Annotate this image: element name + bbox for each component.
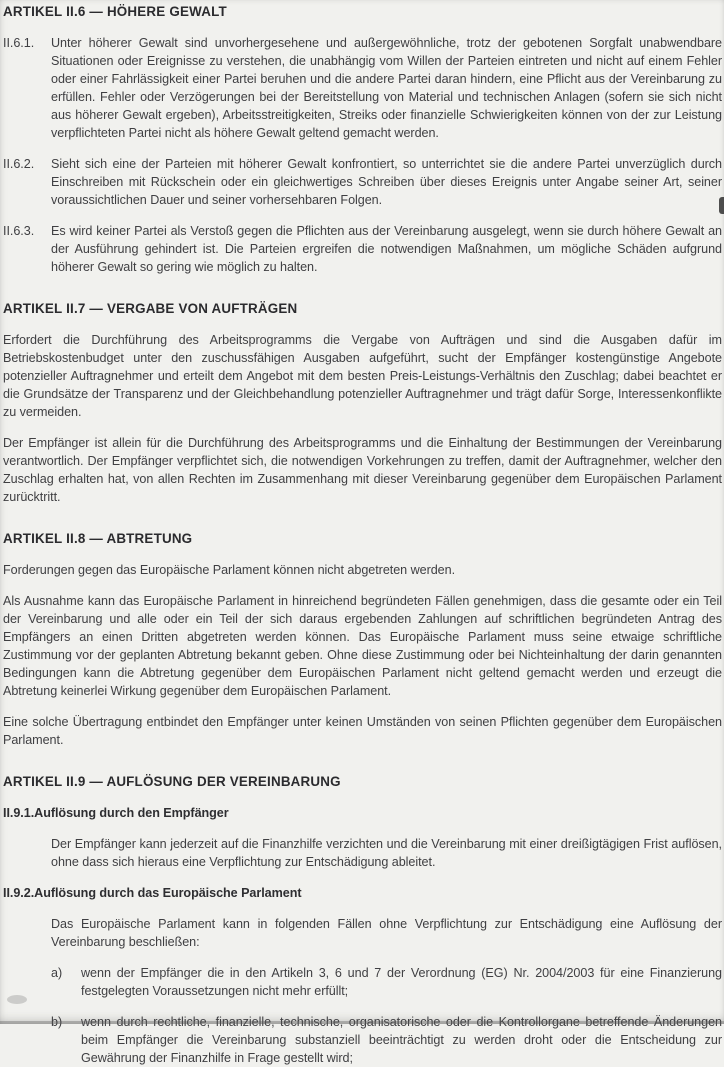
subclause-title: Auflösung durch den Empfänger [34, 806, 229, 820]
paragraph: Forderungen gegen das Europäische Parlament können nicht abgetreten werden. [3, 563, 456, 577]
list-item-text: wenn der Empfänger die in den Artikeln 3, 6 und 7 der Verordnung (EG) Nr. 2004/2003 für eine Finanzierung festgelegten Voraussetzungen nicht mehr erfüllt; [81, 966, 722, 998]
clause-text: Es wird keiner Partei als Verstoß gegen die Pflichten aus der Vereinbarung ausgelegt, wenn sie durch höhere Gewalt an der Ausführung gehindert ist. Die Parteien ergreifen die notwendigen Maßnahmen, um mögliche Schäden aufgrund höherer Gewalt so gering wie möglich zu halten. [51, 224, 722, 274]
subclause-title: Auflösung durch das Europäische Parlament [34, 886, 302, 900]
paragraph: Eine solche Übertragung entbindet den Empfänger unter keinen Umständen von seinen Pflichten gegenüber dem Europäischen Parlament. [3, 715, 722, 747]
clause-ii-6-2 [3, 155, 722, 209]
clause-text: Sieht sich eine der Parteien mit höherer Gewalt konfrontiert, so unterrichtet sie die andere Partei unverzüglich durch Einschreiben mit Rückschein oder ein gleichwertiges Schreiben über dieses Ereignis unter Angabe seiner Art, seiner voraussichtlichen Dauer und seiner vorhersehbaren Folgen. [51, 157, 722, 207]
document-body [3, 3, 722, 1067]
subclause-heading-ii-9-2 [3, 884, 722, 902]
clause-number: II.6.3. [3, 224, 35, 238]
clause-number: II.9.2. [3, 886, 35, 900]
subclause-heading-ii-9-1 [3, 804, 722, 822]
article-heading-ii6: ARTIKEL II.6 — HÖHERE GEWALT [3, 4, 227, 19]
scan-artifact-smudge [7, 995, 27, 1004]
paragraph: Das Europäische Parlament kann in folgenden Fällen ohne Verpflichtung zur Entschädigung eine Auflösung der Vereinbarung beschließen: [51, 917, 722, 949]
clause-text: Unter höherer Gewalt sind unvorhergesehene und außergewöhnliche, trotz der gebotenen Sorgfalt unabwendbare Situationen oder Ereignisse zu verstehen, die unabhängig vom Willen der Parteien eintreten und nicht auf einem Fehler oder einer Fahrlässigkeit einer Partei beruhen und die andere Partei daran hindern, eine Pflicht aus der Vereinbarung zu erfüllen. Fehler oder Verzögerungen bei der Bereitstellung von Material und technischen Anlagen (sofern sie sich nicht aus höherer Gewalt ergeben), Arbeitsstreitigkeiten, Streiks oder finanzielle Schwierigkeiten können von der zur Leistung verpflichteten Partei nicht als höhere Gewalt geltend gemacht werden. [51, 36, 722, 140]
article-heading-ii9: ARTIKEL II.9 — AUFLÖSUNG DER VEREINBARUNG [3, 774, 341, 789]
clause-ii-6-1 [3, 34, 722, 142]
list-item-letter: a) [51, 966, 63, 980]
paragraph: Als Ausnahme kann das Europäische Parlament in hinreichend begründeten Fällen genehmigen, dass die gesamte oder ein Teil der Vereinbarung und alle oder ein Teil der sich daraus ergebenden Zahlungen auf schriftlichen begründeten Antrag des Empfängers an einen Dritten abgetreten werden können. Das Europäische Parlament muss seine etwaige schriftliche Zustimmung vor der geplanten Abtretung bekannt geben. Ohne diese Zustimmung oder bei Nichteinhaltung der darin genannten Bedingungen kann die Abtretung gegenüber dem Europäischen Parlament nicht geltend gemacht werden und erzeugt die Abtretung keinerlei Wirkung gegenüber dem Europäischen Parlament. [3, 594, 722, 698]
clause-number: II.6.1. [3, 36, 35, 50]
clause-number: II.9.1. [3, 806, 35, 820]
paragraph: Erfordert die Durchführung des Arbeitsprogramms die Vergabe von Aufträgen und sind die Ausgaben dafür im Betriebskostenbudget unter den zuschussfähigen Ausgaben aufgeführt, sucht der Empfänger kostengünstige Angebote potenzieller Auftragnehmer und erteilt dem Angebot mit dem besten Preis-Leistungs-Verhältnis den Zuschlag; dabei beachtet er die Grundsätze der Transparenz und der Gleichbehandlung potenzieller Auftragnehmer und trägt dafür Sorge, Interessenkonflikte zu vermeiden. [3, 333, 722, 419]
clause-number: II.6.2. [3, 157, 35, 171]
paragraph: Der Empfänger ist allein für die Durchführung des Arbeitsprogramms und die Einhaltung der Bestimmungen der Vereinbarung verantwortlich. Der Empfänger verpflichtet sich, die notwendigen Vorkehrungen zu treffen, damit der Auftragnehmer, welcher den Zuschlag erhalten hat, von allen Rechten im Zusammenhang mit dieser Vereinbarung gegenüber dem Europäischen Parlament zurücktritt. [3, 436, 722, 504]
article-heading-ii8: ARTIKEL II.8 — ABTRETUNG [3, 531, 193, 546]
article-heading-ii7: ARTIKEL II.7 — VERGABE VON AUFTRÄGEN [3, 301, 298, 316]
list-item-a [51, 964, 722, 1000]
paragraph: Der Empfänger kann jederzeit auf die Finanzhilfe verzichten und die Vereinbarung mit einer dreißigtägigen Frist auflösen, ohne dass sich hieraus eine Verpflichtung zur Entschädigung ableitet. [51, 837, 722, 869]
scan-artifact-right-edge [719, 197, 724, 214]
list-item-letter: b) [51, 1015, 63, 1029]
list-item-text: wenn durch rechtliche, finanzielle, technische, organisatorische oder die Kontrollorgane betreffende Änderungen beim Empfänger die Vereinbarung substanziell beeinträchtigt zu werden droht oder die Entscheidung zur Gewährung der Finanzhilfe in Frage gestellt wird; [81, 1015, 722, 1065]
clause-ii-6-3 [3, 222, 722, 276]
